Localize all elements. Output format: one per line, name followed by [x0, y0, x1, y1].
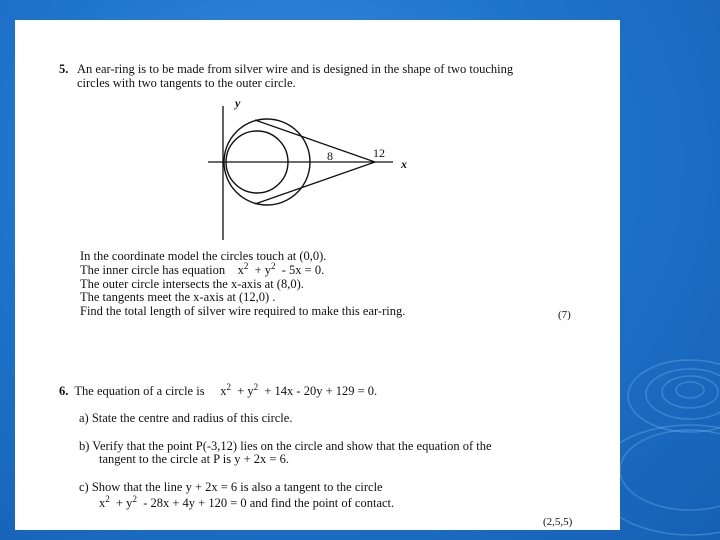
- q6-intro: 6. The equation of a circle is $x^2 + y^2 + 14x - 20y + 129 = 0$.: [59, 381, 378, 398]
- q5-line1: In the coordinate model the circles touch at (0,0).: [80, 249, 327, 263]
- q6-part-c-line2: $x^2 + y^2 - 28x + 4y + 120 = 0$ and find the point of contact.: [99, 493, 395, 510]
- x-axis-label: x: [401, 157, 407, 171]
- q6-part-a: a) State the centre and radius of this circle.: [79, 411, 293, 425]
- lower-tangent: [255, 162, 375, 204]
- q5-intro-line2: circles with two tangents to the outer circle.: [77, 76, 296, 90]
- y-axis-label: y: [235, 96, 241, 110]
- q6-part-b-line1: b) Verify that the point P(-3,12) lies on the circle and show that the equation of the: [79, 439, 492, 453]
- q5-line4: The tangents meet the x-axis at (12,0) .: [80, 290, 276, 304]
- q6-marks: (2,5,5): [543, 516, 573, 528]
- upper-tangent: [255, 120, 375, 162]
- earring-diagram: [203, 92, 413, 242]
- q5-number: 5.: [59, 62, 69, 76]
- label-8: 8: [327, 149, 333, 163]
- q5-line2: The inner circle has equation $x^2 + y^2 - 5x = 0$.: [80, 260, 325, 277]
- q5-intro-line1: An ear-ring is to be made from silver wire and is designed in the shape of two touching: [77, 62, 514, 76]
- worksheet-page: [15, 20, 620, 530]
- q5-marks: (7): [558, 309, 571, 321]
- label-12: 12: [373, 146, 385, 160]
- q6-part-b-line2: tangent to the circle at P is y + 2x = 6.: [99, 452, 289, 466]
- q5-line5: Find the total length of silver wire required to make this ear-ring.: [80, 304, 406, 318]
- q6-part-c-line1: c) Show that the line y + 2x = 6 is also a tangent to the circle: [79, 480, 383, 494]
- q5-line3: The outer circle intersects the x-axis at (8,0).: [80, 277, 304, 291]
